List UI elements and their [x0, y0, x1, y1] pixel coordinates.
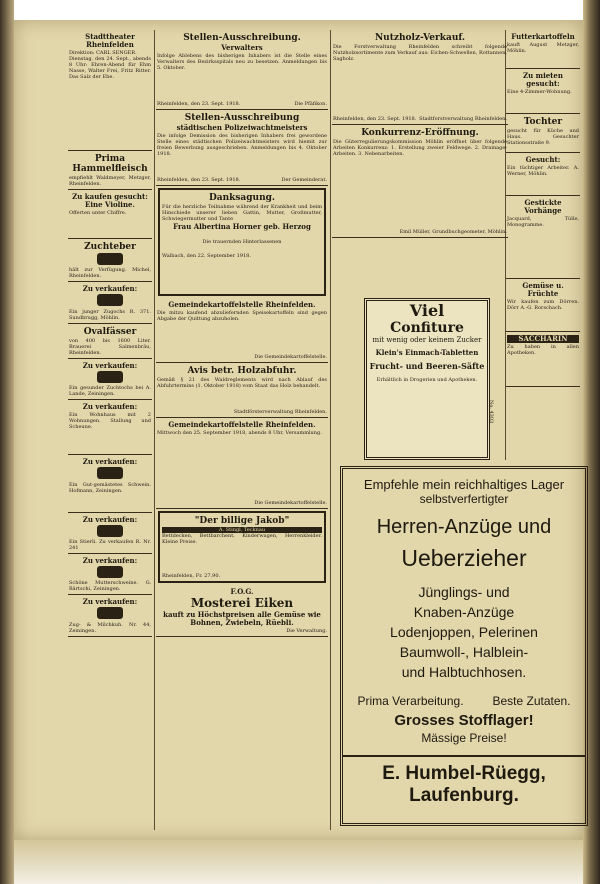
notice-title: Gemeindekartoffelstelle Rheinfelden.	[168, 300, 316, 309]
ad-title: Zu verkaufen:	[82, 284, 138, 294]
ad-title: Zu kaufen gesucht: Eine Violine.	[72, 192, 148, 209]
notice-stelle-polizei	[156, 110, 328, 186]
notice-title: Danksagung.	[208, 193, 276, 203]
ad-subheadline: Frucht- und Beeren-Säfte	[369, 361, 485, 371]
ad-text: Ein Stierli. Zu verkaufen R. Nr. 241	[69, 539, 151, 552]
ad-subtitle: Direktion: CARL SENGER.	[69, 50, 137, 56]
ad-line: Prima Verarbeitung.	[357, 694, 464, 708]
ad-line: Grosses Stofflager!	[394, 712, 534, 729]
ad-title: Zu verkaufen:	[82, 360, 138, 370]
ad-theater	[68, 30, 152, 151]
ad-casks	[68, 324, 152, 359]
ad-text: Wir kaufen zum Dörren. Dörr A.-G. Rorschach.	[507, 299, 579, 311]
ad-headline: Ueberzieher	[401, 545, 527, 571]
notice-text: Mittwoch den 25. September 1918, abends 8 Uhr, Versammlung.	[157, 430, 322, 436]
ad-line: selbstverfertigter	[419, 492, 509, 506]
bull-icon	[97, 371, 123, 383]
ad-boar	[68, 239, 152, 282]
ad-mosterei	[156, 585, 328, 637]
ad-vorhaenge	[506, 196, 580, 279]
notice-signature: Emil Müller, Grundbuchgeometer, Möhlin.	[399, 229, 507, 235]
notice-text: Die Güterregulierungskommission Möhlin eröffnet über folgende Arbeiten Konkurrenz: 1. Erstellung zweier Feldwege. 2. Drainage-Arbeiten. 3. Nebenarbeiten.	[333, 139, 507, 157]
ad-billige-jakob	[158, 511, 326, 583]
pig-icon	[97, 566, 123, 578]
ad-title: SACCHARIN	[507, 335, 579, 343]
ad-product: Klein's Einmach-Tabletten	[375, 348, 479, 357]
ad-title: Ovalfässer	[83, 326, 137, 337]
ad-title: Prima Hammelfleisch	[72, 154, 148, 174]
notice-date: Rheinfelden, den 23. Sept. 1918.	[333, 116, 417, 122]
notice-signature: Der Gemeinderat.	[281, 177, 327, 183]
ad-pig	[68, 455, 152, 512]
ad-title: Zu verkaufen:	[82, 402, 138, 412]
notice-signature: Die Gemeindekartoffelstelle.	[254, 500, 327, 506]
ad-text: gesucht für Küche und Haus. Gesuchter Stationsstraße 9.	[507, 128, 579, 146]
notice-konkurrenz	[332, 125, 508, 238]
ad-text: Eine 4-Zimmer-Wohnung.	[507, 89, 572, 95]
book-spine-left	[0, 0, 14, 884]
column-classifieds-right	[506, 30, 580, 460]
ad-text: mit wenig oder keinem Zucker	[372, 336, 482, 344]
ad-title: Zu verkaufen:	[82, 514, 138, 524]
ad-ox	[68, 282, 152, 323]
notice-subtitle: Verwalters	[221, 43, 263, 52]
ad-text: kauft August Metzger, Möhlin.	[507, 42, 579, 54]
notice-text: Für die herzliche Teilnahme während der Krankheit und beim Hinschiede unserer lieben Gattin, Mutter, Großmutter, Schwiegermutter und Tante	[162, 204, 322, 222]
ad-headline: Herren-Anzüge und	[376, 516, 552, 538]
ad-title: F.O.G.	[230, 587, 254, 596]
ad-title: Zu mieten gesucht:	[523, 71, 563, 88]
ad-merchant-city: Laufenburg.	[409, 785, 519, 806]
ad-text: Jacquard, Tülle, Monogramme.	[507, 216, 579, 228]
notice-text: Gemäß § 21 des Waldreglements wird nach Ablauf des Abfuhrtermins (1. Oktober 1918) vom Staat das Holz behandelt.	[157, 377, 327, 389]
ad-text: kauft zu Höchstpreisen alle Gemüse wie Bohnen, Zwiebeln, Rüebli.	[163, 610, 321, 627]
ad-herren-anzuege	[340, 466, 588, 826]
ad-title: Gestickte Vorhänge	[524, 198, 562, 215]
ad-calf	[68, 513, 152, 554]
notice-text: Infolge Ablebens des bisherigen Inhabers ist die Stelle eines Verwalters des Bezirksspitals neu zu besetzen. Anmeldungen bis 5. Oktober.	[157, 53, 327, 71]
ad-line: Empfehle mein reichhaltiges Lager	[363, 477, 565, 492]
ad-wohnung	[506, 69, 580, 114]
notice-subtitle: städtischen Polizeiwachtmeisters	[176, 123, 308, 132]
ad-title: Gesucht:	[525, 155, 561, 164]
ad-cow	[68, 595, 152, 636]
ad-subtitle: Mosterei Eiken	[190, 596, 294, 610]
ad-violin	[68, 190, 152, 239]
column-rule	[154, 30, 155, 830]
ad-footer: Rheinfelden, Fr. 27.90.	[162, 573, 221, 579]
notice-kartoffel-2	[156, 418, 328, 509]
column-notices	[156, 30, 328, 830]
ad-house	[68, 400, 152, 455]
ad-headline: Confiture	[390, 320, 464, 336]
notice-family: Die trauernden Hinterlassenen	[202, 239, 282, 245]
ad-text: Ein gesunder Zuchtochs bei A. Lande, Zeiningen.	[69, 385, 151, 398]
notice-signature: Die Gemeindekartoffelstelle.	[254, 354, 327, 360]
ad-text: hält zur Verfügung. Michel, Rheinfelden.	[69, 267, 151, 280]
ad-sows	[68, 554, 152, 595]
notice-text: Die mitzu kaufend abzuliefernden Speisekartoffeln sind gegen Abgabe der Quittung abzuholen.	[157, 310, 327, 322]
pig-icon	[97, 253, 123, 265]
ad-text: Zu haben in allen Apotheken.	[507, 344, 579, 356]
ad-merchant-name: E. Humbel-Rüegg,	[343, 755, 585, 785]
ad-line: Knaben-Anzüge	[413, 604, 515, 620]
ad-text: Ein Gut-gemästetes Schwein. Hofmann, Zeiningen.	[69, 481, 151, 494]
ad-text: empfiehlt Waldmeyer, Metzger, Rheinfelden.	[69, 175, 151, 187]
ad-title: Zu verkaufen:	[82, 457, 138, 467]
notice-danksagung	[158, 188, 326, 296]
ad-title: Futterkartoffeln	[511, 32, 575, 41]
ad-subtitle: A. Stingl, Tecknau	[162, 527, 322, 533]
notice-text: Die infolge Demission des bisherigen Inhabers frei gewordene Stelle eines städtischen Polizeiwachtmeisters wird hiemit zur freien Bewerbung ausgeschrieben. Anmeldungen bis 4. Oktober 1918.	[157, 133, 327, 157]
ad-futterkartoffeln	[506, 30, 580, 69]
ad-text: Dienstag, den 24. Sept., abends 8 Uhr: Ehren-Abend für Ehm Nasse, Walter Frei, Fritz Ritter. Das Salz der Ehe.	[69, 56, 151, 80]
ad-text: Schöne Mutterschweine. G. Bärtschi, Zeiningen.	[69, 580, 151, 593]
ad-line: Jünglings- und	[418, 584, 510, 600]
ad-line: Mässige Preise!	[421, 731, 507, 745]
ad-bull	[68, 359, 152, 400]
column-classifieds-left	[68, 30, 152, 830]
cow-icon	[97, 607, 123, 619]
notice-name: Frau Albertina Horner geb. Herzog	[173, 222, 311, 231]
calf-icon	[97, 525, 123, 537]
notice-nutzholz	[332, 30, 508, 125]
notice-date: Rheinfelden, den 23. Sept. 1918.	[157, 101, 241, 107]
notice-signature: Stadtforstverwaltung Rheinfelden.	[419, 116, 507, 122]
ad-text: Zug- & Milchkuh. Nr. 44, Zeiningen.	[69, 621, 151, 634]
notice-title: Nutzholz-Verkauf.	[374, 33, 466, 43]
ad-line: und Halbtuchhosen.	[401, 664, 527, 680]
ad-text: Ein tüchtiger Arbeiter. A. Werner, Möhlin.	[507, 165, 579, 177]
ad-line: Lodenjoppen, Pelerinen	[390, 624, 538, 640]
notice-title: Konkurrenz-Eröffnung.	[361, 128, 479, 138]
ad-number: No. 4303	[488, 400, 494, 424]
ad-title: Stadttheater Rheinfelden	[85, 32, 135, 49]
ad-title: Gemüse u. Früchte	[522, 281, 564, 298]
notice-holzabfuhr	[156, 363, 328, 418]
ad-text: Offerten unter Chiffre.	[69, 210, 127, 216]
ad-title: "Der billige Jakob"	[194, 516, 290, 526]
ad-text: Ein Wohnhaus mit 2 Wohnungen. Stallung und Scheune.	[69, 412, 151, 431]
notice-title: Avis betr. Holzabfuhr.	[187, 366, 297, 376]
ad-gemuese	[506, 279, 580, 332]
ad-saccharin	[506, 332, 580, 387]
pig-icon	[97, 467, 123, 479]
notice-title: Stellen-Ausschreibung	[184, 113, 300, 123]
ad-line: Baumwoll-, Halblein-	[399, 644, 529, 660]
notice-signature: Die Pfäfikon.	[294, 101, 327, 107]
ad-footer: Erhältlich in Drogerien und Apotheken.	[376, 377, 478, 383]
notice-date: Rheinfelden, den 23. Sept. 1918.	[157, 177, 241, 183]
ad-line: Beste Zutaten.	[492, 694, 571, 708]
page-bottom-edge	[14, 840, 583, 884]
ad-confiture	[364, 298, 490, 460]
ad-title: Zu verkaufen:	[82, 556, 138, 566]
ad-title: Zuchteber	[84, 242, 136, 252]
ad-meat	[68, 151, 152, 190]
notice-title: Gemeindekartoffelstelle Rheinfelden.	[168, 420, 316, 429]
ad-text: Ein junger Zugochs R. 371. Sundbrugg, Möhlin.	[69, 308, 151, 321]
notice-signature: Stadtförsterverwaltung Rheinfelden.	[233, 409, 327, 415]
notice-title: Stellen-Ausschreibung.	[183, 33, 301, 43]
ad-footer: Die Verwaltung.	[286, 628, 327, 634]
column-rule	[330, 30, 331, 830]
notice-kartoffel-1	[156, 298, 328, 363]
ad-title: Tochter	[523, 117, 563, 127]
ad-title: Viel	[409, 301, 445, 320]
ad-text: Bettdecken, Bettbarchent, Kinderwagen, Herrenkleider. Kleine Preise.	[162, 533, 322, 545]
notice-stelle-verwalter	[156, 30, 328, 110]
ad-text: von 400 bis 1600 Liter. Brauerei Salmenbräu, Rheinfelden.	[69, 337, 151, 356]
ox-icon	[97, 294, 123, 306]
notice-text: Die Forstverwaltung Rheinfelden schreibt folgende Nutzholzsortimente zum Verkauf aus: Eichen-Schwellen, Rottannen, Sagholz.	[333, 44, 507, 62]
ad-tochter	[506, 114, 580, 153]
ad-arbeiter	[506, 153, 580, 196]
notice-date: Walbach, den 22. September 1918.	[162, 253, 251, 259]
ad-title: Zu verkaufen:	[82, 597, 138, 607]
